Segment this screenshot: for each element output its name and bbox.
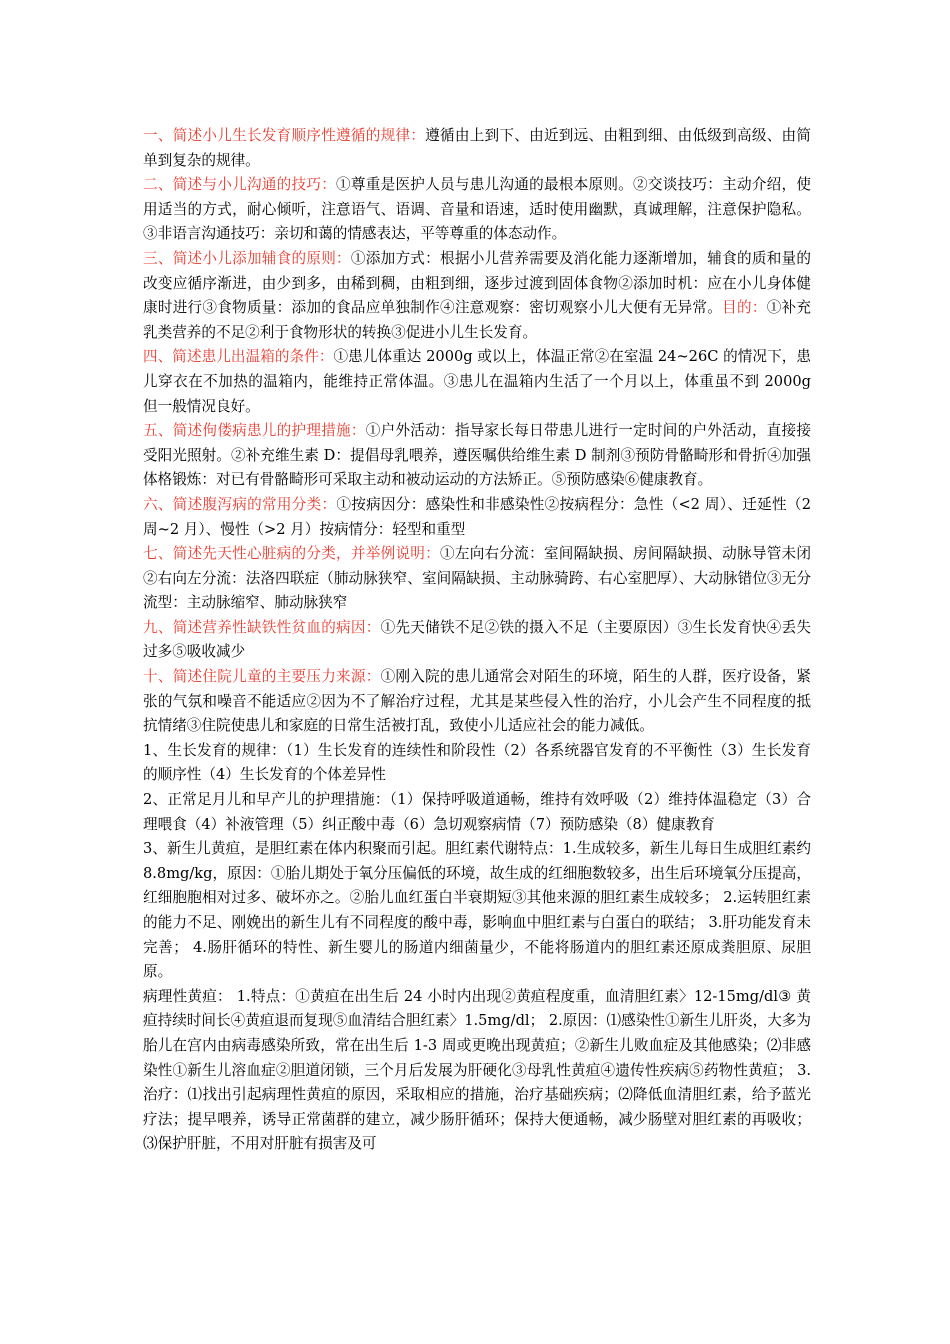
question-heading: 一、简述小儿生长发育顺序性遵循的规律：: [143, 127, 426, 144]
paragraph: [143, 985, 811, 1157]
question-heading: 六、简述腹泻病的常用分类：: [143, 495, 337, 513]
paragraph: [143, 124, 811, 173]
question-heading: 四、简述患儿出温箱的条件：: [143, 348, 334, 366]
question-heading: 十、简述住院儿童的主要压力来源：: [143, 668, 381, 686]
answer-text: 2、正常足月儿和早产儿的护理措施：（1）保持呼吸道通畅，维持有效呼吸（2）维持体温稳定（3）合理喂食（4）补液管理（5）纠正酸中毒（6）急切观察病情（7）预防感染（8）健康教育: [143, 791, 811, 833]
paragraph: [143, 542, 811, 616]
answer-text: ①尊重是医护人员与患儿沟通的最根本原则。②交谈技巧：主动介绍，使用适当的方式，耐心倾听，注意语气、语调、音量和语速，适时使用幽默，真诚理解，注意保护隐私。③非语言沟通技巧：亲切和蔼的情感表达，平等尊重的体态动作。: [143, 176, 811, 243]
answer-text: 3、新生儿黄疸，是胆红素在体内积聚而引起。胆红素代谢特点：1.生成较多，新生儿每日生成胆红素约 8.8mg/kg，原因：①胎儿期处于氧分压偏低的环境，故生成的红细胞数较多，出生后环境氧分压提高，红细胞胞相对过多、破坏亦之。②胎儿血红蛋白半衰期短③其他来源的胆红素生成较多； 2.运转胆红素的能力不足、刚娩出的新生儿有不同程度的酸中毒，影响血中胆红素与白蛋白的联结； 3.肝功能发育未完善； 4.肠肝循环的特性、新生婴儿的肠道内细菌量少，不能将肠道内的胆红素还原成粪胆原、尿胆原。: [143, 840, 811, 981]
answer-text: 遵循由上到下、由近到远、由粗到细、由低级到高级、由简单到复杂的规律。: [143, 127, 811, 169]
paragraph: [143, 788, 811, 837]
answer-text: ①先天储铁不足②铁的摄入不足（主要原因）③生长发育快④丢失过多⑤吸收减少: [143, 618, 811, 661]
paragraph: [143, 665, 811, 739]
answer-text: ①按病因分：感染性和非感染性②按病程分：急性（<2 周）、迁延性（2 周~2 月）、慢性（>2 月）按病情分：轻型和重型: [143, 495, 811, 538]
paragraph: [143, 419, 811, 493]
paragraph: [143, 173, 811, 247]
answer-text: ①户外活动：指导家长每日带患儿进行一定时间的户外活动，直接接受阳光照射。②补充维生素 D：提倡母乳喂养，遵医嘱供给维生素 D 制剂③预防骨骼畸形和骨折④加强体格锻炼：对已有骨骼畸形可采取主动和被动运动的方法矫正。⑤预防感染⑥健康教育。: [143, 422, 811, 489]
question-heading: 二、简述与小儿沟通的技巧：: [143, 176, 337, 194]
paragraph: [143, 345, 811, 419]
paragraph: [143, 493, 811, 542]
answer-text: 病理性黄疸： 1.特点：①黄疸在出生后 24 小时内出现②黄疸程度重，血清胆红素〉12-15mg/dl③ 黄疸持续时间长④黄疸退而复现⑤血清结合胆红素〉1.5mg/dl； 2.原因：⑴感染性①新生儿肝炎，大多为胎儿在宫内由病毒感染所致，常在出生后 1-3 周或更晚出现黄疸；②新生儿败血症及其他感染；⑵非感染性①新生儿溶血症②胆道闭锁，三个月后发展为肝硬化③母乳性黄疸④遗传性疾病⑤药物性黄疸； 3.治疗：⑴找出引起病理性黄疸的原因，采取相应的措施，治疗基础疾病；⑵降低血清胆红素，给予蓝光疗法；提早喂养，诱导正常菌群的建立，减少肠肝循环；保持大便通畅，减少肠壁对胆红素的再吸收；⑶保护肝脏，不用对肝脏有损害及可: [143, 987, 811, 1153]
answer-text: ①添加方式：根据小儿营养需要及消化能力逐渐增加，辅食的质和量的改变应循序渐进，由少到多，由稀到稠，由粗到细，逐步过渡到固体食物②添加时机：应在小儿身体健康时进行③食物质量：添加的食品应单独制作④注意观察：密切观察小儿大便有无异常。: [143, 249, 811, 317]
question-heading: 三、简述小儿添加辅食的原则：: [143, 249, 351, 267]
answer-text: ①刚入院的患儿通常会对陌生的环境，陌生的人群，医疗设备，紧张的气氛和噪音不能适应②因为不了解治疗过程，尤其是某些侵入性的治疗，小儿会产生不同程度的抵抗情绪③住院使患儿和家庭的日常生活被打乱，致使小儿适应社会的能力减低。: [143, 668, 811, 735]
answer-text: 1、生长发育的规律：（1）生长发育的连续性和阶段性（2）各系统器官发育的不平衡性（3）生长发育的顺序性（4）生长发育的个体差异性: [143, 741, 811, 784]
question-heading: 九、简述营养性缺铁性贫血的病因：: [143, 618, 381, 636]
question-heading: 七、简述先天性心脏病的分类，并举例说明：: [143, 545, 440, 563]
paragraph: [143, 247, 811, 345]
question-heading: 五、简述佝偻病患儿的护理措施：: [143, 422, 366, 440]
paragraph: [143, 616, 811, 665]
paragraph: [143, 837, 811, 985]
answer-text: ①患儿体重达 2000g 或以上，体温正常②在室温 24~26C 的情况下，患儿穿衣在不加热的温箱内，能维持正常体温。③患儿在温箱内生活了一个月以上，体重虽不到 2000g 但一般情况良好。: [143, 348, 811, 415]
document-body: [143, 124, 811, 1157]
answer-text: ①补充乳类营养的不足②利于食物形状的转换③促进小儿生长发育。: [143, 299, 811, 341]
paragraph: [143, 739, 811, 788]
answer-text: ①左向右分流：室间隔缺损、房间隔缺损、动脉导管未闭②右向左分流：法洛四联症（肺动脉狭窄、室间隔缺损、主动脉骑跨、右心室肥厚）、大动脉错位③无分流型：主动脉缩窄、肺动脉狭窄: [143, 545, 811, 612]
question-heading: 目的：: [722, 299, 767, 317]
